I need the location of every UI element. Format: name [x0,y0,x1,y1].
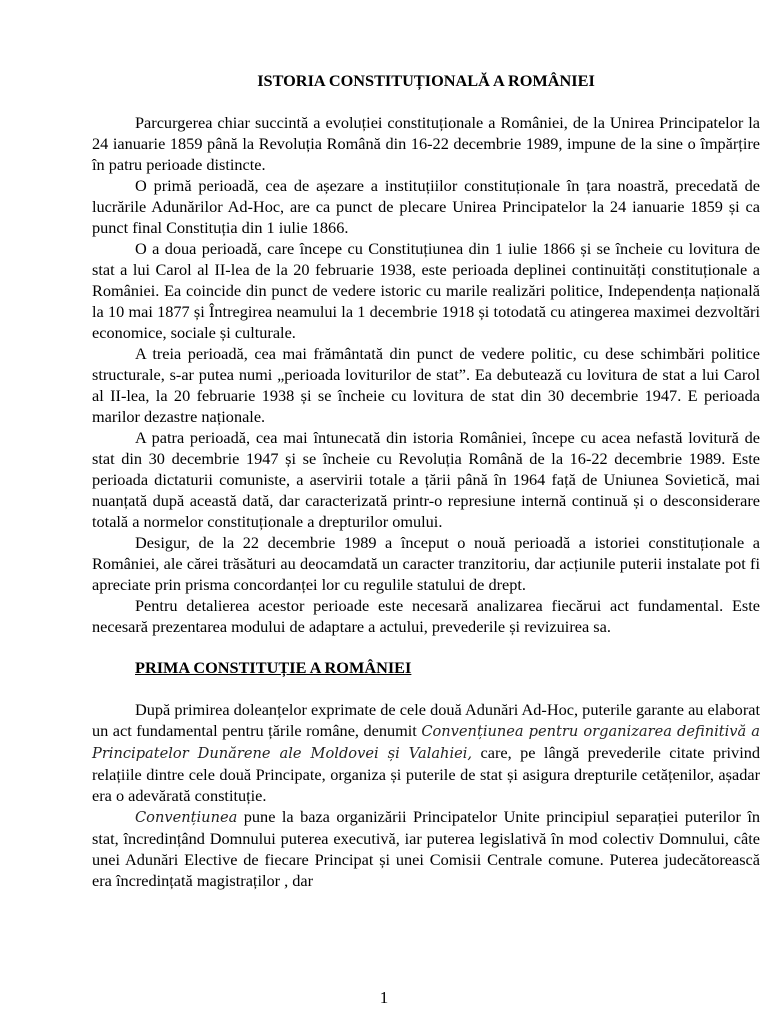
section-title: PRIMA CONSTITUȚIE A ROMÂNIEI [135,658,412,677]
italic-text-run: Convențiunea pentru organizarea definitivă a Principatelor Dunărene ale Moldovei și Valahiei, [92,723,760,762]
paragraph: Pentru detalierea acestor perioade este necesară analizarea fiecărui act fundamental. Este necesară prezentarea modului de adaptare a actului, prevederile și revizuirea sa. [92,596,760,636]
paragraph: A treia perioadă, cea mai frământată din punct de vedere politic, cu dese schimbări politice structurale, s-ar putea numi „perioada loviturilor de stat”. Ea debutează cu lovitura de stat a lui Carol al II-lea, la 20 februarie 1938 și se încheie cu lovitura de stat din 30 decembrie 1947. E perioada marilor dezastre naționale. [92,344,760,426]
page-number: 1 [379,988,389,1007]
section-paragraph [92,699,760,806]
text-run: pune la baza organizării Principatelor Unite principiul separației puterilor în stat, încredințând Domnului puterea executivă, iar puterea legislativă în mod colectiv Domnului, câte unei Adunări Elective de fiecare Principat și unei Comisii Centrale comune. Puterea judecătorească era încredințată magistraților , dar [92,807,760,890]
italic-text-run: Convențiunea [135,809,238,826]
paragraph: O a doua perioadă, care începe cu Constituțiunea din 1 iulie 1866 și se încheie cu lovitura de stat a lui Carol al II-lea de la 20 februarie 1938, este perioada deplinei continuități constituționale a României. Ea coincide din punct de vedere istoric cu marile realizări politice, Independența națională la 10 mai 1877 și Întregirea neamului la 1 decembrie 1918 și totodată cu atingerea maximei dezvoltări economice, sociale și culturale. [92,239,760,342]
text-run: care, pe lângă prevederile citate privind relațiile dintre cele două Principate, organiza și puterile de stat și asigura drepturile cetățenilor, așadar era o adevărată constituție. [92,743,761,805]
paragraph: O primă perioadă, cea de așezare a instituțiilor constituționale în țara noastră, precedată de lucrările Adunărilor Ad-Hoc, are ca punct de plecare Unirea Principatelor la 24 ianuarie 1859 și ca punct final Constituția din 1 iulie 1866. [92,176,760,237]
document-body [92,70,760,891]
section-paragraph [92,806,760,891]
paragraph: A patra perioadă, cea mai întunecată din istoria României, începe cu acea nefastă lovitură de stat din 30 decembrie 1947 și se încheie cu Revoluția Română de la 16-22 decembrie 1989. Este perioada dictaturii comuniste, a aservirii totale a țării până în 1964 față de Uniunea Sovietică, mai nuanțată după această dată, dar caracterizată printr-o represiune internă continuă și o desconsiderare totală a normelor constituționale a drepturilor omului. [92,428,760,531]
text-run: După primirea doleanțelor exprimate de cele două Adunări Ad-Hoc, puterile garante au elaborat un act fundamental pentru țările române, denumit [92,700,760,740]
paragraph: Desigur, de la 22 decembrie 1989 a început o nouă perioadă a istoriei constituționale a României, ale cărei trăsături au deocamdată un caracter tranzitoriu, dar acțiunile puterii instalate pot fi apreciate prin prisma concordanței lor cu regulile statului de drept. [92,533,760,594]
paragraph: Parcurgerea chiar succintă a evoluției constituționale a României, de la Unirea Principatelor la 24 ianuarie 1859 până la Revoluția Română din 16-22 decembrie 1989, impune de la sine o împărțire în patru perioade distincte. [92,113,760,174]
document-title: ISTORIA CONSTITUȚIONALĂ A ROMÂNIEI [257,71,595,90]
